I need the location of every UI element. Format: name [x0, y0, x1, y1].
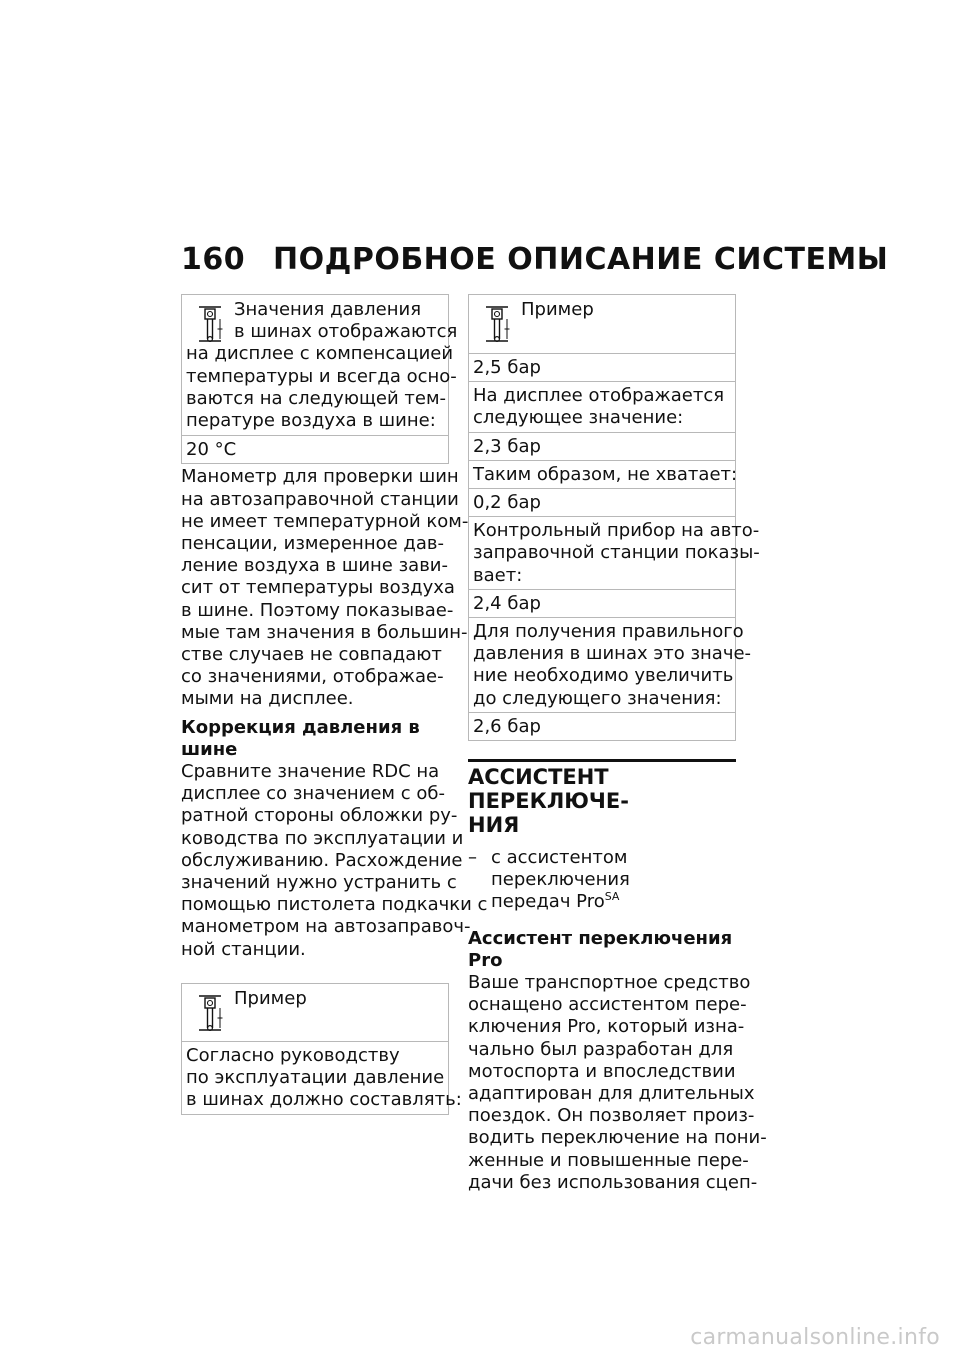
tire-pressure-correction-heading: Коррекция давления в шине: [181, 716, 420, 760]
box-line: заправочной станции показы-: [473, 542, 760, 564]
box-line: давления в шинах это значе-: [473, 643, 752, 665]
page-number: 160: [181, 242, 246, 277]
box-line: вает:: [473, 564, 523, 586]
box-line: следующее значение:: [473, 407, 684, 429]
text-line: мотоспорта и впоследствии: [468, 1060, 736, 1082]
box-line: Для получения правильного: [473, 621, 744, 643]
text-line: значений нужно устранить с: [181, 872, 457, 894]
site-watermark: carmanualsonline.info: [690, 1325, 940, 1350]
text-line: дачи без использования сцеп-: [468, 1171, 758, 1193]
text-line: обслуживанию. Расхождение: [181, 849, 463, 871]
text-line: чально был разработан для: [468, 1038, 734, 1060]
box-line: Контрольный прибор на авто-: [473, 520, 760, 542]
tire-gauge-icon: [483, 305, 511, 343]
pressure-value: 2,5 бар: [473, 357, 541, 378]
box-value-row: [182, 435, 448, 463]
text-line: сит от температуры воздуха: [181, 577, 455, 599]
box-line: на дисплее с компенсацией: [186, 343, 454, 365]
example-label: Пример: [234, 987, 307, 1009]
box-head: [182, 295, 458, 435]
box-body: [182, 1041, 462, 1114]
box-line: пературе воздуха в шине:: [186, 410, 436, 432]
text-line: оснащено ассистентом пере-: [468, 994, 747, 1016]
text-line: мые там значения в большин-: [181, 621, 468, 643]
box-line: в шинах отображаются: [234, 321, 458, 343]
right-column: [468, 294, 767, 1194]
box-row: [469, 432, 735, 460]
text-line: адаптирован для длительных: [468, 1083, 755, 1105]
text-line: ление воздуха в шине зави-: [181, 555, 449, 577]
subhead-line: Pro: [468, 949, 503, 971]
text-line: помощью пистолета подкачки с: [181, 894, 488, 916]
section-title-line: АССИСТЕНТ ПЕРЕКЛЮЧЕ-: [468, 765, 629, 814]
bullet-dash: –: [468, 847, 477, 869]
bullet-line: с ассистентом переключения: [491, 847, 630, 891]
text-line: дисплее со значением с об-: [181, 783, 445, 805]
text-line: ководства по эксплуатации и: [181, 827, 464, 849]
box-row: [469, 488, 735, 516]
example-box-left: [181, 983, 462, 1115]
pressure-value: 2,6 бар: [473, 715, 541, 737]
shift-assistant-pro-heading: [468, 928, 736, 972]
text-line: на автозаправочной станции: [181, 488, 459, 510]
box-line: Согласно руководству: [186, 1044, 400, 1066]
box-line: На дисплее отображается: [473, 385, 725, 407]
text-line: поездок. Он позволяет произ-: [468, 1105, 755, 1127]
example-label: Пример: [521, 299, 594, 320]
box-row: [469, 381, 735, 431]
text-line: со значениями, отображае-: [181, 666, 444, 688]
text-line: Ваше транспортное средство: [468, 972, 751, 994]
section-title-line: НИЯ: [468, 813, 520, 838]
subhead-line: Ассистент переключения: [468, 927, 733, 949]
text-line: женные и повышенные пере-: [468, 1149, 749, 1171]
box-row: [469, 353, 735, 381]
box-row: [469, 617, 752, 712]
text-line: ратной стороны обложки ру-: [181, 805, 458, 827]
box-head: [182, 984, 448, 1041]
text-line: пенсации, измеренное дав-: [181, 533, 444, 555]
box-head: [469, 295, 735, 353]
pressure-value: 0,2 бар: [473, 492, 541, 514]
box-line: Значения давления: [234, 299, 422, 320]
text-line: мыми на дисплее.: [181, 688, 354, 710]
page-title: ПОДРОБНОЕ ОПИСАНИЕ СИСТЕМЫ: [273, 242, 889, 277]
shift-assistant-section: [468, 759, 767, 1194]
text-line: Сравните значение RDC на: [181, 761, 440, 783]
box-row: [469, 589, 735, 617]
box-row: [469, 712, 735, 740]
section-rule: [468, 759, 736, 762]
temperature-info-box: [181, 294, 458, 464]
tire-gauge-icon: [196, 994, 224, 1032]
box-line: ваются на следующей тем-: [186, 387, 447, 409]
bullet-line: передач Pro: [491, 891, 605, 913]
text-line: ной станции.: [181, 938, 306, 960]
box-line: до следующего значения:: [473, 687, 722, 709]
tire-gauge-icon: [196, 305, 224, 343]
correction-paragraph: [181, 761, 488, 961]
pressure-value: 2,3 бар: [473, 435, 541, 457]
text-line: не имеет температурной ком-: [181, 510, 469, 532]
example-box-right: [468, 294, 760, 741]
special-equipment-mark: SA: [604, 890, 620, 904]
box-line: в шинах должно составлять:: [186, 1089, 462, 1111]
box-row: [469, 516, 760, 589]
manometer-paragraph: [181, 466, 469, 710]
box-row: [469, 460, 738, 488]
box-line: по эксплуатации давление: [186, 1067, 445, 1089]
text-line: водить переключение на пони-: [468, 1127, 767, 1149]
text-line: стве случаев не совпадают: [181, 644, 442, 666]
text-line: Манометр для проверки шин: [181, 466, 459, 488]
box-line: температуры и всегда осно-: [186, 365, 457, 387]
page-header: [181, 242, 889, 277]
reference-temperature: 20 °C: [186, 439, 237, 461]
text-line: ключения Pro, который изна-: [468, 1016, 745, 1038]
shift-assistant-paragraph: [468, 972, 767, 1194]
text-line: манометром на автозаправоч-: [181, 916, 471, 938]
section-title: [468, 765, 736, 837]
box-line: Таким образом, не хватает:: [473, 463, 738, 485]
equipment-bullet: [468, 847, 736, 914]
text-line: в шине. Поэтому показывае-: [181, 599, 454, 621]
pressure-value: 2,4 бар: [473, 592, 541, 614]
box-line: ние необходимо увеличить: [473, 665, 734, 687]
